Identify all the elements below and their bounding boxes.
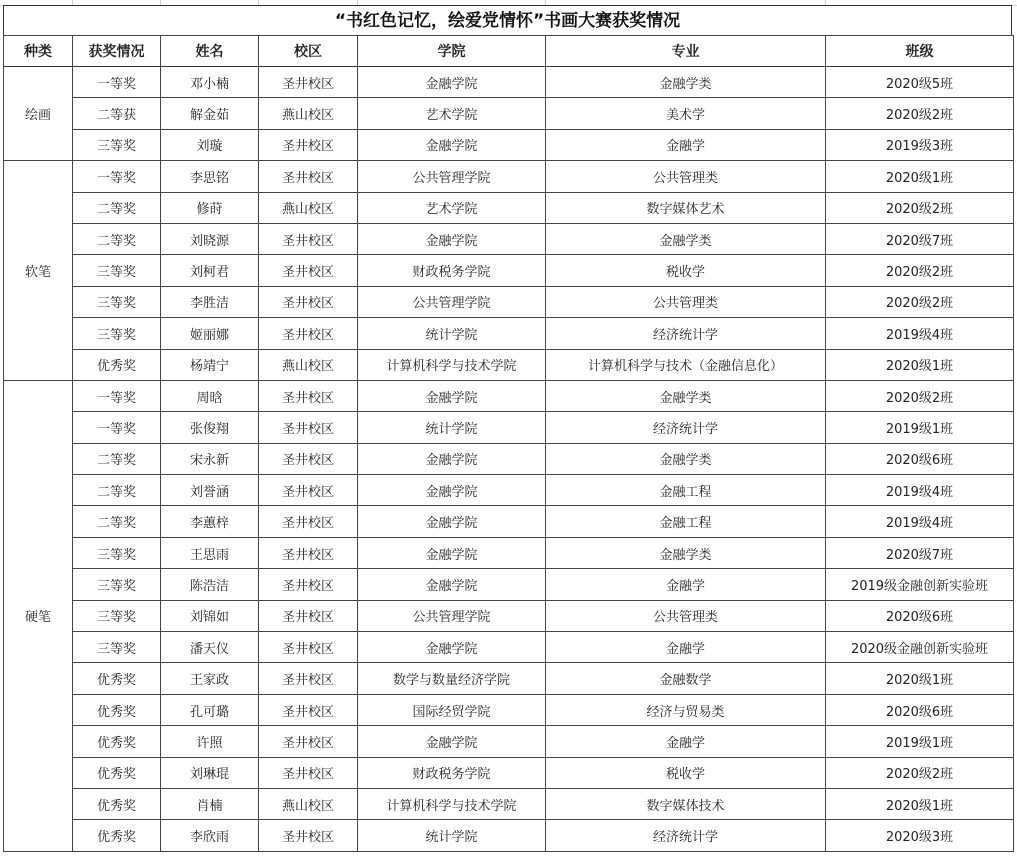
major-cell: 数字媒体技术 (546, 788, 826, 819)
award-cell: 优秀奖 (73, 820, 161, 851)
college-cell: 国际经贸学院 (358, 694, 546, 725)
campus-cell: 燕山校区 (259, 349, 358, 380)
major-cell: 公共管理类 (546, 286, 826, 317)
name-cell: 李欣雨 (161, 820, 259, 851)
header-college: 学院 (358, 36, 546, 67)
campus-cell: 圣井校区 (259, 161, 358, 192)
major-cell: 数字媒体艺术 (546, 192, 826, 223)
class-cell: 2019级1班 (826, 726, 1014, 757)
name-cell: 潘天仪 (161, 632, 259, 663)
major-cell: 金融学类 (546, 380, 826, 411)
college-cell: 公共管理学院 (358, 161, 546, 192)
college-cell: 艺术学院 (358, 98, 546, 129)
campus-cell: 圣井校区 (259, 663, 358, 694)
class-cell: 2020级2班 (826, 98, 1014, 129)
award-cell: 三等奖 (73, 600, 161, 631)
table-row (4, 537, 1014, 568)
award-cell: 一等奖 (73, 67, 161, 98)
name-cell: 李胜洁 (161, 286, 259, 317)
major-cell: 金融学类 (546, 67, 826, 98)
table-row (4, 129, 1014, 160)
class-cell: 2020级7班 (826, 537, 1014, 568)
major-cell: 金融工程 (546, 475, 826, 506)
award-cell: 三等奖 (73, 569, 161, 600)
college-cell: 金融学院 (358, 726, 546, 757)
college-cell: 计算机科学与技术学院 (358, 349, 546, 380)
table-row (4, 443, 1014, 474)
table-row (4, 788, 1014, 819)
campus-cell: 圣井校区 (259, 600, 358, 631)
table-row (4, 223, 1014, 254)
name-cell: 修莳 (161, 192, 259, 223)
header-major: 专业 (546, 36, 826, 67)
award-cell: 二等奖 (73, 506, 161, 537)
major-cell: 经济统计学 (546, 820, 826, 851)
table-row (4, 349, 1014, 380)
table-row (4, 475, 1014, 506)
major-cell: 金融学类 (546, 223, 826, 254)
name-cell: 邓小楠 (161, 67, 259, 98)
major-cell: 经济统计学 (546, 412, 826, 443)
class-cell: 2020级1班 (826, 161, 1014, 192)
major-cell: 金融数学 (546, 663, 826, 694)
award-cell: 二等奖 (73, 475, 161, 506)
campus-cell: 圣井校区 (259, 412, 358, 443)
name-cell: 许照 (161, 726, 259, 757)
class-cell: 2020级5班 (826, 67, 1014, 98)
major-cell: 税收学 (546, 255, 826, 286)
award-cell: 优秀奖 (73, 757, 161, 788)
name-cell: 王家政 (161, 663, 259, 694)
table-row (4, 757, 1014, 788)
major-cell: 税收学 (546, 757, 826, 788)
award-cell: 三等奖 (73, 632, 161, 663)
campus-cell: 圣井校区 (259, 820, 358, 851)
name-cell: 刘琳琨 (161, 757, 259, 788)
class-cell: 2019级4班 (826, 475, 1014, 506)
award-cell: 一等奖 (73, 412, 161, 443)
award-cell: 二等奖 (73, 192, 161, 223)
table-row (4, 318, 1014, 349)
campus-cell: 圣井校区 (259, 129, 358, 160)
name-cell: 刘誉涵 (161, 475, 259, 506)
name-cell: 李思铭 (161, 161, 259, 192)
award-cell: 二等获 (73, 98, 161, 129)
college-cell: 金融学院 (358, 443, 546, 474)
award-cell: 优秀奖 (73, 349, 161, 380)
name-cell: 杨靖宁 (161, 349, 259, 380)
table-row (4, 600, 1014, 631)
name-cell: 陈浩洁 (161, 569, 259, 600)
major-cell: 金融学 (546, 129, 826, 160)
awards-table (3, 35, 1014, 852)
header-row (4, 36, 1014, 67)
class-cell: 2019级4班 (826, 318, 1014, 349)
campus-cell: 圣井校区 (259, 632, 358, 663)
name-cell: 周晗 (161, 380, 259, 411)
major-cell: 金融学 (546, 726, 826, 757)
award-cell: 三等奖 (73, 537, 161, 568)
class-cell: 2019级1班 (826, 412, 1014, 443)
table-row (4, 726, 1014, 757)
college-cell: 金融学院 (358, 380, 546, 411)
campus-cell: 圣井校区 (259, 475, 358, 506)
table-row (4, 286, 1014, 317)
award-cell: 一等奖 (73, 161, 161, 192)
college-cell: 金融学院 (358, 506, 546, 537)
class-cell: 2020级1班 (826, 663, 1014, 694)
major-cell: 经济统计学 (546, 318, 826, 349)
header-award: 获奖情况 (73, 36, 161, 67)
college-cell: 金融学院 (358, 223, 546, 254)
college-cell: 艺术学院 (358, 192, 546, 223)
campus-cell: 圣井校区 (259, 380, 358, 411)
class-cell: 2020级1班 (826, 788, 1014, 819)
major-cell: 公共管理类 (546, 600, 826, 631)
major-cell: 经济与贸易类 (546, 694, 826, 725)
campus-cell: 圣井校区 (259, 726, 358, 757)
college-cell: 统计学院 (358, 318, 546, 349)
campus-cell: 圣井校区 (259, 255, 358, 286)
campus-cell: 圣井校区 (259, 757, 358, 788)
campus-cell: 圣井校区 (259, 694, 358, 725)
campus-cell: 圣井校区 (259, 569, 358, 600)
campus-cell: 圣井校区 (259, 506, 358, 537)
table-row (4, 67, 1014, 98)
table-row (4, 380, 1014, 411)
major-cell: 金融工程 (546, 506, 826, 537)
campus-cell: 燕山校区 (259, 192, 358, 223)
award-cell: 二等奖 (73, 443, 161, 474)
college-cell: 财政税务学院 (358, 757, 546, 788)
award-cell: 优秀奖 (73, 694, 161, 725)
category-cell: 绘画 (4, 67, 73, 161)
major-cell: 美术学 (546, 98, 826, 129)
header-category: 种类 (4, 36, 73, 67)
award-cell: 优秀奖 (73, 788, 161, 819)
award-cell: 三等奖 (73, 255, 161, 286)
name-cell: 宋永新 (161, 443, 259, 474)
table-row (4, 632, 1014, 663)
table-row (4, 98, 1014, 129)
class-cell: 2019级4班 (826, 506, 1014, 537)
award-cell: 一等奖 (73, 380, 161, 411)
college-cell: 金融学院 (358, 67, 546, 98)
table-row (4, 694, 1014, 725)
campus-cell: 圣井校区 (259, 67, 358, 98)
header-class: 班级 (826, 36, 1014, 67)
award-cell: 三等奖 (73, 318, 161, 349)
name-cell: 王思雨 (161, 537, 259, 568)
major-cell: 金融学类 (546, 537, 826, 568)
class-cell: 2020级2班 (826, 255, 1014, 286)
major-cell: 公共管理类 (546, 161, 826, 192)
college-cell: 统计学院 (358, 412, 546, 443)
college-cell: 金融学院 (358, 632, 546, 663)
name-cell: 刘璇 (161, 129, 259, 160)
class-cell: 2020级2班 (826, 757, 1014, 788)
college-cell: 公共管理学院 (358, 600, 546, 631)
campus-cell: 圣井校区 (259, 286, 358, 317)
name-cell: 肖楠 (161, 788, 259, 819)
class-cell: 2020级金融创新实验班 (826, 632, 1014, 663)
campus-cell: 圣井校区 (259, 223, 358, 254)
table-title: “书红色记忆，绘爱党情怀”书画大赛获奖情况 (3, 5, 1012, 35)
header-campus: 校区 (259, 36, 358, 67)
name-cell: 刘锦如 (161, 600, 259, 631)
class-cell: 2020级2班 (826, 380, 1014, 411)
award-cell: 优秀奖 (73, 663, 161, 694)
college-cell: 财政税务学院 (358, 255, 546, 286)
name-cell: 姬丽娜 (161, 318, 259, 349)
college-cell: 金融学院 (358, 475, 546, 506)
campus-cell: 燕山校区 (259, 788, 358, 819)
table-row (4, 161, 1014, 192)
name-cell: 张俊翔 (161, 412, 259, 443)
college-cell: 公共管理学院 (358, 286, 546, 317)
major-cell: 金融学 (546, 569, 826, 600)
major-cell: 金融学 (546, 632, 826, 663)
table-row (4, 506, 1014, 537)
major-cell: 金融学类 (546, 443, 826, 474)
college-cell: 数学与数量经济学院 (358, 663, 546, 694)
class-cell: 2020级6班 (826, 600, 1014, 631)
campus-cell: 圣井校区 (259, 443, 358, 474)
class-cell: 2020级1班 (826, 349, 1014, 380)
class-cell: 2020级7班 (826, 223, 1014, 254)
college-cell: 金融学院 (358, 129, 546, 160)
table-row (4, 569, 1014, 600)
name-cell: 刘晓源 (161, 223, 259, 254)
table-row (4, 820, 1014, 851)
class-cell: 2019级金融创新实验班 (826, 569, 1014, 600)
category-cell: 软笔 (4, 161, 73, 381)
class-cell: 2020级6班 (826, 694, 1014, 725)
name-cell: 孔可璐 (161, 694, 259, 725)
table-row (4, 255, 1014, 286)
table-body (4, 67, 1014, 852)
campus-cell: 圣井校区 (259, 318, 358, 349)
award-cell: 三等奖 (73, 129, 161, 160)
class-cell: 2019级3班 (826, 129, 1014, 160)
name-cell: 刘柯君 (161, 255, 259, 286)
name-cell: 李蕙梓 (161, 506, 259, 537)
campus-cell: 圣井校区 (259, 537, 358, 568)
college-cell: 金融学院 (358, 537, 546, 568)
college-cell: 统计学院 (358, 820, 546, 851)
campus-cell: 燕山校区 (259, 98, 358, 129)
award-cell: 二等奖 (73, 223, 161, 254)
major-cell: 计算机科学与技术（金融信息化） (546, 349, 826, 380)
college-cell: 金融学院 (358, 569, 546, 600)
class-cell: 2020级2班 (826, 192, 1014, 223)
name-cell: 解金茹 (161, 98, 259, 129)
college-cell: 计算机科学与技术学院 (358, 788, 546, 819)
award-cell: 优秀奖 (73, 726, 161, 757)
class-cell: 2020级3班 (826, 820, 1014, 851)
table-row (4, 192, 1014, 223)
class-cell: 2020级2班 (826, 286, 1014, 317)
table-row (4, 412, 1014, 443)
category-cell: 硬笔 (4, 380, 73, 851)
header-name: 姓名 (161, 36, 259, 67)
award-cell: 三等奖 (73, 286, 161, 317)
class-cell: 2020级6班 (826, 443, 1014, 474)
table-row (4, 663, 1014, 694)
